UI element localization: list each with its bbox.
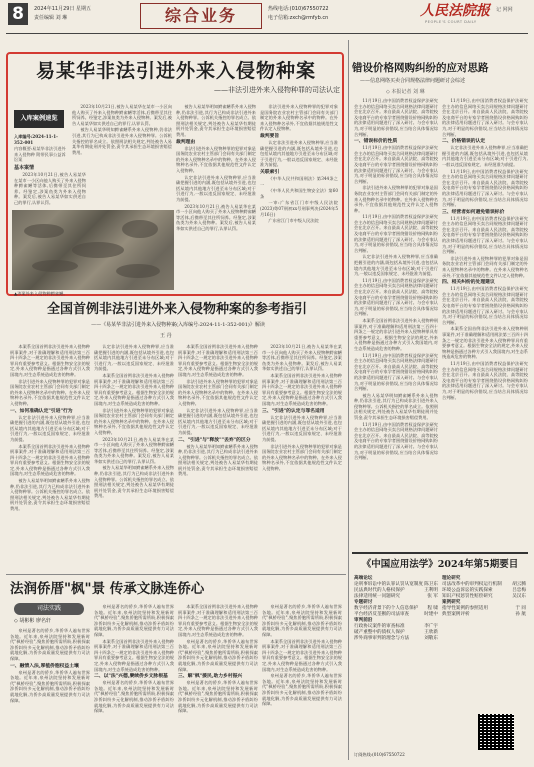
mid-paragraph: 非法引进外来入侵物种罪的犯罪对象是国务院农业农村主管部门会同有关部门制定的外来入侵物种名录中的物种。在外来入侵物种名录外,不宜依据其他规范性文件认定入侵物种。 <box>94 407 174 435</box>
right-section-heading: 三、经营者如何避免错误标价 <box>442 208 505 215</box>
case-label-badge <box>14 110 64 128</box>
photo-shape <box>24 224 64 238</box>
mid-paragraph: 非法引进外来入侵物种罪的犯罪对象是国务院农业农村主管部门会同有关部门制定的外来入侵物种名录中的物种。在外来入侵物种名录外,不宜依据其他规范性文件认定入侵物种。 <box>262 443 342 471</box>
toc-item-title: 平台经济反垄断的司法审查 <box>354 612 410 617</box>
toc-item-title: 行政协议案件的审查标准 <box>354 624 405 629</box>
lead-paragraph: 认定非法引进外来入侵物种罪,应当准确把握引进的内涵,既包括从境外引进,也包括从境内其他地方引进至未分布区域;对于引进行为,一般以违反国家规定、未经批准为前提。 <box>176 174 256 202</box>
toc-item-author: 程 啸 <box>427 606 438 611</box>
right-paragraph: 11月19日,由中国消费者权益保护法研究会主办的信息网络买卖合同规格法律问题研讨会在北京召开。来自最高人民法院、高等院校及电商平台的专家学者围绕错设价格网购纠纷的法律适用问题进行了深入研讨。与会专家认为,对于明显的标价错误,应当结合具体情况综合判断。 <box>354 98 438 137</box>
toc-box <box>352 552 528 764</box>
mid-paragraph: 本案系全国首例非法引进外来入侵物种刑事案件,对于准确理解和适用刑法第三百四十四条之一规定的非法引进外来入侵物种罪具有重要参考意义。根据生物安全法的规定,外来入侵物种是指通过各种方式引入我国境内,对生态系统造成危害的物种。 <box>10 344 90 377</box>
bottom-article-byline: ◇ 胡彬彬 廖名轩 <box>14 618 52 624</box>
toc-item-author: 吕忠梅 <box>512 588 526 593</box>
toc-item-title: 法律适用统一问题研究 <box>354 594 400 599</box>
right-paragraph: 本案系全国首例非法引进外来入侵物种刑事案件,对于准确理解和适用刑法第三百四十四条之一规定的非法引进外来入侵物种罪具有重要参考意义。根据生物安全法的规定,外来入侵物种是指通过各种方式引入我国境内,对生态系统造成危害的物种。 <box>354 317 438 351</box>
mid-paragraph: 被告人易某华明知鳄雀鳝系外来入侵物种,仍非法引进,其行为已构成非法引进外来入侵物种罪。公诉机关指控的罪名成立。依照刑法相关规定,判处被告人易某华有期徒刑并处罚金,责令其承担生态环境损害赔偿费用。 <box>10 478 90 512</box>
right-paragraph: 11月19日,由中国消费者权益保护法研究会主办的信息网络买卖合同规格法律问题研讨会在北京召开。来自最高人民法院、高等院校及电商平台的专家学者围绕错设价格网购纠纷的法律适用问题进行了深入研讨。与会专家认为,对于明显的标价错误,应当结合具体情况综合判断。 <box>354 421 438 461</box>
mid-section-heading: 二、"引进"与"释放""丢弃"的区分 <box>178 436 251 443</box>
bottom-section-heading: 二、以"法"兴德,赓续侨乡文脉根基 <box>94 673 168 680</box>
lead-paragraph: 2023年10月21日,被告人易某华在某市一小区向他人购买了外来入侵物种鳄雀鳝等活体,后携带至其住所饲养。经鉴定,涉案鱼类为外来入侵物种。案发后,被告人易某华如实供述自己的罪行,认罪认罚。 <box>176 203 256 231</box>
bottom-paragraph: 泉州是著名的侨乡,华侨华人遍布世界各地。近年来,泉州法院坚持和发展新时代"枫桥经验",聚焦侨胞所需所盼,积极探索涉侨纠纷多元化解机制,推动涉侨矛盾纠纷就地化解,为侨乡高质量发展提供有力司法保障。 <box>178 680 258 714</box>
section-title: 综合业务 <box>140 3 262 29</box>
right-article-title: 错设价格网购纠纷的应对思路 <box>352 62 489 74</box>
bottom-paragraph: 泉州是著名的侨乡,华侨华人遍布世界各地。近年来,泉州法院坚持和发展新时代"枫桥经验",聚焦侨胞所需所盼,积极探索涉侨纠纷多元化解机制,推动涉侨矛盾纠纷就地化解,为侨乡高质量发展提供有力司法保障。 <box>10 669 90 703</box>
hotline: 热线电话:(010)67550722 <box>268 6 329 12</box>
mid-paragraph: 被告人易某华明知鳄雀鳝系外来入侵物种,仍非法引进,其行为已构成非法引进外来入侵物种罪。公诉机关指控的罪名成立。依照刑法相关规定,判处被告人易某华有期徒刑并处罚金,责令其承担生态环境损害赔偿费用。 <box>178 443 258 477</box>
toc-left-list <box>354 576 438 642</box>
page-number: 8 <box>8 3 28 25</box>
reference-item: 一审:广东省江门市中级人民法院(2023)粤07刑初xx号刑事判决(2024年5月16日) <box>260 200 338 217</box>
right-paragraph: 11月19日,由中国消费者权益保护法研究会主办的信息网络买卖合同规格法律问题研讨会在北京召开。来自最高人民法院、高等院校及电商平台的专家学者围绕错设价格网购纠纷的法律适用问题进行了深入研讨。与会专家认为,对于明显的标价错误,应当结合具体情况综合判断。 <box>442 360 528 400</box>
bottom-section-heading: 三、解"枫"援民,助力乡村振兴 <box>178 673 243 680</box>
lead-paragraph: 认定非法引进外来入侵物种罪,应当准确把握引进的内涵,既包括从境外引进,也包括从境内其他地方引进至未分布区域;对于引进行为,一般以违反国家规定、未经批准为前提。 <box>260 139 338 168</box>
bottom-paragraph: 泉州是著名的侨乡,华侨华人遍布世界各地。近年来,泉州法院坚持和发展新时代"枫桥经验",聚焦侨胞所需所盼,积极探索涉侨纠纷多元化解机制,推动涉侨矛盾纠纷就地化解,为侨乡高质量发展提供有力司法保障。 <box>262 604 342 637</box>
toc-item-author: 张 军 <box>427 594 438 599</box>
mid-paragraph: 本案系全国首例非法引进外来入侵物种刑事案件,对于准确理解和适用刑法第三百四十四条之一规定的非法引进外来入侵物种罪具有重要参考意义。根据生物安全法的规定,外来入侵物种是指通过各种方式引入我国境内,对生态系统造成危害的物种。 <box>94 372 174 406</box>
photo-shape <box>72 242 124 258</box>
toc-item-author: 李广宇 <box>424 624 438 629</box>
lead-paragraph: 2023年10月21日,被告人易某华在某市一小区向他人购买了外来入侵物种鳄雀鳝等活体,后携带至其住所饲养。经鉴定,涉案鱼类为外来入侵物种。案发后,被告人易某华如实供述自己的罪行,认罪认罚。 <box>14 172 86 205</box>
ruling-heading: 裁判理由 <box>176 138 196 145</box>
toc-item-title: 审判前沿 <box>354 618 373 623</box>
masthead-logo: 人民法院报 <box>420 3 490 19</box>
toc-item-title: 知识产权惩罚性赔偿研究 <box>442 594 493 599</box>
toc-item-title: 高端论坛 <box>354 576 373 581</box>
email: 电子信箱:zxch@rmfyb.cn <box>268 15 329 21</box>
lead-paragraph: 被告人易某华明知鳄雀鳝系外来入侵物种,仍非法引进,其行为已构成非法引进外来入侵物种罪。公诉机关指控的罪名成立。依照刑法相关规定,判处被告人易某华有期徒刑并处罚金,责令其承担生态环境损害赔偿费用。 <box>72 127 172 155</box>
right-paragraph: 11月19日,由中国消费者权益保护法研究会主办的信息网络买卖合同规格法律问题研讨会在北京召开。来自最高人民法院、高等院校及电商平台的专家学者围绕错设价格网购纠纷的法律适用问题进行了深入研讨。与会专家认为,对于明显的标价错误,应当结合具体情况综合判断。 <box>442 98 528 137</box>
mid-paragraph: 认定非法引进外来入侵物种罪,应当准确把握引进的内涵,既包括从境外引进,也包括从境内其他地方引进至未分布区域;对于引进行为,一般以违反国家规定、未经批准为前提。 <box>262 414 342 442</box>
bottom-article-title: 法润侨厝"枫"景 传承文脉连侨心 <box>10 581 205 597</box>
right-paragraph: 11月19日,由中国消费者权益保护法研究会主办的信息网络买卖合同规格法律问题研讨会在北京召开。来自最高人民法院、高等院校及电商平台的专家学者围绕错设价格网购纠纷的法律适用问题进行了深入研讨。与会专家认为,对于明显的标价错误,应当结合具体情况综合判断。 <box>442 215 528 255</box>
reference-item: 《中华人民共和国生物安全法》第60条 <box>260 188 338 199</box>
right-section-heading: 二、价格错误的认定 <box>442 138 486 145</box>
masthead-side: 记 网网 <box>496 7 513 13</box>
bottom-paragraph: 泉州是著名的侨乡,华侨华人遍布世界各地。近年来,泉州法院坚持和发展新时代"枫桥经验",聚焦侨胞所需所盼,积极探索涉侨纠纷多元化解机制,推动涉侨矛盾纠纷就地化解,为侨乡高质量发展提供有力司法保障。 <box>10 628 90 661</box>
toc-item-title: 论刑事诉讼中的认罪认罚从宽制度 <box>354 582 423 587</box>
mid-paragraph: 本案系全国首例非法引进外来入侵物种刑事案件,对于准确理解和适用刑法第三百四十四条之一规定的非法引进外来入侵物种罪具有重要参考意义。根据生物安全法的规定,外来入侵物种是指通过各种方式引入我国境内,对生态系统造成危害的物种。 <box>262 372 342 406</box>
masthead-en: PEOPLE'S COURT DAILY <box>425 20 477 24</box>
toc-item-title: 破产重整中的债权人保护 <box>354 630 405 635</box>
mid-article-author: 王 丹 <box>160 333 172 339</box>
evidence-photo <box>12 210 174 290</box>
right-paragraph: 被告人易某华明知鳄雀鳝系外来入侵物种,仍非法引进,其行为已构成非法引进外来入侵物种罪。公诉机关指控的罪名成立。依照刑法相关规定,判处被告人易某华有期徒刑并处罚金,责令其承担生态环境损害赔偿费用。 <box>354 392 438 421</box>
mid-article-title: 全国首例非法引进外来入侵物种案的参考指引 <box>46 302 307 317</box>
lead-title: 易某华非法引进外来入侵物种案 <box>35 60 316 82</box>
reference-item: 广东省江门市中级人民法院 <box>268 218 319 224</box>
lead-paragraph: 非法引进外来入侵物种罪的犯罪对象是国务院农业农村主管部门会同有关部门制定的外来入侵物种名录中的物种。在外来入侵物种名录外,不宜依据其他规范性文件认定入侵物种。 <box>260 104 338 132</box>
reference-item: 《中华人民共和国刑法》第344条之一 <box>260 175 338 187</box>
right-paragraph: 11月19日,由中国消费者权益保护法研究会主办的信息网络买卖合同规格法律问题研讨会在北京召开。来自最高人民法院、高等院校及电商平台的专家学者围绕错设价格网购纠纷的法律适用问题进行了深入研讨。与会专家认为,对于明显的标价错误,应当结合具体情况综合判断。 <box>442 286 528 325</box>
toc-item-author: 吴汉东 <box>512 594 526 599</box>
toc-right-list <box>442 576 526 618</box>
bottom-paragraph: 泉州是著名的侨乡,华侨华人遍布世界各地。近年来,泉州法院坚持和发展新时代"枫桥经验",聚焦侨胞所需所盼,积极探索涉侨纠纷多元化解机制,推动涉侨矛盾纠纷就地化解,为侨乡高质量发展提供有力司法保障。 <box>262 673 342 707</box>
bottom-paragraph: 泉州是著名的侨乡,华侨华人遍布世界各地。近年来,泉州法院坚持和发展新时代"枫桥经验",聚焦侨胞所需所盼,积极探索涉侨纠纷多元化解机制,推动涉侨矛盾纠纷就地化解,为侨乡高质量发展提供有力司法保障。 <box>178 638 258 672</box>
mid-column-2 <box>94 344 174 572</box>
right-paragraph: 非法引进外来入侵物种罪的犯罪对象是国务院农业农村主管部门会同有关部门制定的外来入侵物种名录中的物种。在外来入侵物种名录外,不宜依据其他规范性文件认定入侵物种。 <box>354 185 438 213</box>
right-paragraph: 认定非法引进外来入侵物种罪,应当准确把握引进的内涵,既包括从境外引进,也包括从境内其他地方引进至未分布区域;对于引进行为,一般以违反国家规定、未经批准为前提。 <box>354 254 438 277</box>
toc-item-author: 于 同 <box>515 606 526 611</box>
toc-item-title: 数字经济背景下的个人信息保护 <box>354 606 419 611</box>
column-label-badge <box>14 603 84 615</box>
lead-column-2 <box>72 104 172 208</box>
toc-item-title: 涉外商事审判的理念与方法 <box>354 636 410 641</box>
toc-item-author: 时建中 <box>424 612 438 617</box>
case-summary: 内容概要:易某华非法引进外来入侵物种 附带民事公益诉讼案 <box>14 146 66 163</box>
toc-item-author: 刘敬东 <box>424 636 438 641</box>
lead-column-3 <box>176 104 256 292</box>
right-column-2 <box>442 98 528 550</box>
photo-caption: ▲涉案外来入侵物种鳄雀鳝。 <box>14 291 68 296</box>
section-divider <box>6 574 346 575</box>
references-heading: 关联索引 <box>260 168 280 175</box>
right-column-divider <box>348 40 349 760</box>
toc-item-title: 理论研究 <box>442 576 461 581</box>
bottom-paragraph: 本案系全国首例非法引进外来入侵物种刑事案件,对于准确理解和适用刑法第三百四十四条之一规定的非法引进外来入侵物种罪具有重要参考意义。根据生物安全法的规定,外来入侵物种是指通过各种方式引入我国境内,对生态系统造成危害的物种。 <box>262 638 342 672</box>
case-number: 入库编号:2024-11-1-352-001 <box>14 134 58 145</box>
toc-item-author: 王欣新 <box>424 630 438 635</box>
section-editor: 责任编辑 刘 琳 <box>34 15 68 21</box>
mid-paragraph: 2023年10月21日,被告人易某华在某市一小区向他人购买了外来入侵物种鳄雀鳝等活体,后携带至其住所饲养。经鉴定,涉案鱼类为外来入侵物种。案发后,被告人易某华如实供述自己的罪行,认罪认罚。 <box>94 436 174 464</box>
toc-item-author: 孙 航 <box>515 612 526 617</box>
header-divider <box>6 33 528 34</box>
bottom-column-3 <box>178 604 258 762</box>
mid-paragraph: 被告人易某华明知鳄雀鳝系外来入侵物种,仍非法引进,其行为已构成非法引进外来入侵物种罪。公诉机关指控的罪名成立。依照刑法相关规定,判处被告人易某华有期徒刑并处罚金,责令其承担生态环境损害赔偿费用。 <box>94 465 174 499</box>
right-paragraph: 11月19日,由中国消费者权益保护法研究会主办的信息网络买卖合同规格法律问题研讨会在北京召开。来自最高人民法院、高等院校及电商平台的专家学者围绕错设价格网购纠纷的法律适用问题进行了深入研讨。与会专家认为,对于明显的标价错误,应当结合具体情况综合判断。 <box>354 277 438 317</box>
right-paragraph: 本案系全国首例非法引进外来入侵物种刑事案件,对于准确理解和适用刑法第三百四十四条之一规定的非法引进外来入侵物种罪具有重要参考意义。根据生物安全法的规定,外来入侵物种是指通过各种方式引入我国境内,对生态系统造成危害的物种。 <box>442 326 528 360</box>
page-header <box>0 0 534 36</box>
toc-item <box>354 636 438 642</box>
mid-paragraph: 认定非法引进外来入侵物种罪,应当准确把握引进的内涵,既包括从境外引进,也包括从境内其他地方引进至未分布区域;对于引进行为,一般以违反国家规定、未经批准为前提。 <box>10 414 90 442</box>
lead-paragraph: 2023年10月21日,被告人易某华在某市一小区向他人购买了外来入侵物种鳄雀鳝等活体,后携带至其住所饲养。经鉴定,涉案鱼类为外来入侵物种。案发后,被告人易某华如实供述自己的罪行,认罪认罚。 <box>72 104 172 126</box>
mid-column-3 <box>178 344 258 572</box>
lead-column-4 <box>260 104 338 292</box>
mid-paragraph: 非法引进外来入侵物种罪的犯罪对象是国务院农业农村主管部门会同有关部门制定的外来入侵物种名录中的物种。在外来入侵物种名录外,不宜依据其他规范性文件认定入侵物种。 <box>10 378 90 406</box>
mid-paragraph: 认定非法引进外来入侵物种罪,应当准确把握引进的内涵,既包括从境外引进,也包括从境内其他地方引进至未分布区域;对于引进行为,一般以违反国家规定、未经批准为前提。 <box>94 344 174 372</box>
toc-footer: 订阅热线:(010)67550722 <box>354 752 405 757</box>
right-article-subtitle: ——信息网络买卖合同规格法律问题研讨会综述 <box>360 78 466 84</box>
mid-paragraph: 本案系全国首例非法引进外来入侵物种刑事案件,对于准确理解和适用刑法第三百四十四条之一规定的非法引进外来入侵物种罪具有重要参考意义。根据生物安全法的规定,外来入侵物种是指通过各种方式引入我国境内,对生态系统造成危害的物种。 <box>178 344 258 377</box>
mid-article-subtitle: ——《易某华非法引进外来入侵物种案(入库编号:2024-11-1-352-001)》解读 <box>91 322 265 328</box>
case-label-text: 入库案例速览 <box>20 115 58 122</box>
qr-code-icon <box>478 714 514 750</box>
right-section-heading: 一、错误标价的性质 <box>354 138 398 145</box>
right-paragraph: 11月19日,由中国消费者权益保护法研究会主办的信息网络买卖合同规格法律问题研讨会在北京召开。来自最高人民法院、高等院校及电商平台的专家学者围绕错设价格网购纠纷的法律适用问题进行了深入研讨。与会专家认为,对于明显的标价错误,应当结合具体情况综合判断。 <box>354 145 438 184</box>
photo-shape <box>122 220 158 238</box>
photo-shape <box>32 260 78 272</box>
right-article-byline: ◇ 本报记者 刘 琳 <box>386 89 425 95</box>
bottom-column-4 <box>262 604 342 762</box>
right-section-heading: 四、相关纠纷的处理建议 <box>442 279 495 286</box>
toc-item-title: 指导性案例的参照适用 <box>442 606 488 611</box>
bottom-section-heading: 一、融情入法,厚植侨胞权益土壤 <box>10 662 79 669</box>
right-paragraph: 11月19日,由中国消费者权益保护法研究会主办的信息网络买卖合同规格法律问题研讨会在北京召开。来自最高人民法院、高等院校及电商平台的专家学者围绕错设价格网购纠纷的法律适用问题进行了深入研讨。与会专家认为,对于明显的标价错误,应当结合具体情况综合判断。 <box>354 214 438 253</box>
mid-column-4 <box>262 344 342 572</box>
toc-item-title: 民法典时代的人格权保护 <box>354 588 405 593</box>
mid-paragraph: 2023年10月21日,被告人易某华在某市一小区向他人购买了外来入侵物种鳄雀鳝等活体,后携带至其住所饲养。经鉴定,涉案鱼类为外来入侵物种。案发后,被告人易某华如实供述自己的罪行,认罪认罚。 <box>262 344 342 372</box>
bottom-column-1 <box>10 628 90 762</box>
toc-item-author: 陈卫东 <box>424 582 438 587</box>
bottom-paragraph: 泉州是著名的侨乡,华侨华人遍布世界各地。近年来,泉州法院坚持和发展新时代"枫桥经验",聚焦侨胞所需所盼,积极探索涉侨纠纷多元化解机制,推动涉侨矛盾纠纷就地化解,为侨乡高质量发展提供有力司法保障。 <box>94 604 174 637</box>
toc-item-title: 典型案例评析 <box>442 612 470 617</box>
toc-item-title: 案例研究 <box>442 600 461 605</box>
mid-paragraph: 认定非法引进外来入侵物种罪,应当准确把握引进的内涵,既包括从境外引进,也包括从境内其他地方引进至未分布区域;对于引进行为,一般以违反国家规定、未经批准为前提。 <box>178 407 258 435</box>
right-paragraph: 11月19日,由中国消费者权益保护法研究会主办的信息网络买卖合同规格法律问题研讨会在北京召开。来自最高人民法院、高等院校及电商平台的专家学者围绕错设价格网购纠纷的法律适用问题进行了深入研讨。与会专家认为,对于明显的标价错误,应当结合具体情况综合判断。 <box>442 168 528 208</box>
right-paragraph: 11月19日,由中国消费者权益保护法研究会主办的信息网络买卖合同规格法律问题研讨会在北京召开。来自最高人民法院、高等院校及电商平台的专家学者围绕错设价格网购纠纷的法律适用问题进行了深入研讨。与会专家认为,对于明显的标价错误,应当结合具体情况综合判断。 <box>354 352 438 392</box>
toc-item-author: 王利明 <box>424 588 438 593</box>
toc-item <box>442 612 526 618</box>
right-paragraph: 认定非法引进外来入侵物种罪,应当准确把握引进的内涵,既包括从境外引进,也包括从境内其他地方引进至未分布区域;对于引进行为,一般以违反国家规定、未经批准为前提。 <box>442 145 528 167</box>
toc-title: 《中国应用法学》2024年第5期要目 <box>361 559 519 570</box>
photo-shape <box>116 264 160 278</box>
bottom-paragraph: 本案系全国首例非法引进外来入侵物种刑事案件,对于准确理解和适用刑法第三百四十四条之一规定的非法引进外来入侵物种罪具有重要参考意义。根据生物安全法的规定,外来入侵物种是指通过各种方式引入我国境内,对生态系统造成危害的物种。 <box>94 638 174 672</box>
toc-item-title: 环境公益诉讼的实践探索 <box>442 588 493 593</box>
right-column-1 <box>354 98 438 550</box>
lead-subtitle: ——非法引进外来入侵物种罪的司法认定 <box>214 86 340 94</box>
mid-paragraph: 本案系全国首例非法引进外来入侵物种刑事案件,对于准确理解和适用刑法第三百四十四条之一规定的非法引进外来入侵物种罪具有重要参考意义。根据生物安全法的规定,外来入侵物种是指通过各种方式引入我国境内,对生态系统造成危害的物种。 <box>10 443 90 477</box>
column-label-text: 司法实践 <box>36 605 61 612</box>
lead-paragraph: 被告人易某华明知鳄雀鳝系外来入侵物种,仍非法引进,其行为已构成非法引进外来入侵物种罪。公诉机关指控的罪名成立。依照刑法相关规定,判处被告人易某华有期徒刑并处罚金,责令其承担生态环境损害赔偿费用。 <box>176 104 256 137</box>
basic-facts-heading: 基本案情 <box>14 165 35 171</box>
toc-item-author: 胡云腾 <box>512 582 526 587</box>
lead-paragraph: 非法引进外来入侵物种罪的犯罪对象是国务院农业农村主管部门会同有关部门制定的外来入侵物种名录中的物种。在外来入侵物种名录外,不宜依据其他规范性文件认定入侵物种。 <box>176 145 256 173</box>
mid-paragraph: 非法引进外来入侵物种罪的犯罪对象是国务院农业农村主管部门会同有关部门制定的外来入侵物种名录中的物种。在外来入侵物种名录外,不宜依据其他规范性文件认定入侵物种。 <box>178 378 258 406</box>
issue-date: 2024年11月29日 星期五 <box>34 6 92 12</box>
mid-section-heading: 三、"引进"的认定与罪名适用 <box>262 407 325 414</box>
right-paragraph: 非法引进外来入侵物种罪的犯罪对象是国务院农业农村主管部门会同有关部门制定的外来入侵物种名录中的物种。在外来入侵物种名录外,不宜依据其他规范性文件认定入侵物种。 <box>442 255 528 278</box>
key-points-heading: 裁判要旨 <box>260 132 280 139</box>
bottom-paragraph: 泉州是著名的侨乡,华侨华人遍布世界各地。近年来,泉州法院坚持和发展新时代"枫桥经验",聚焦侨胞所需所盼,积极探索涉侨纠纷多元化解机制,推动涉侨矛盾纠纷就地化解,为侨乡高质量发展提供有力司法保障。 <box>94 680 174 714</box>
mid-column-1 <box>10 344 90 572</box>
bottom-column-2 <box>94 604 174 762</box>
toc-item-title: 司法改革中的审判权运行机制 <box>442 582 502 587</box>
bottom-paragraph: 本案系全国首例非法引进外来入侵物种刑事案件,对于准确理解和适用刑法第三百四十四条之一规定的非法引进外来入侵物种罪具有重要参考意义。根据生物安全法的规定,外来入侵物种是指通过各种方式引入我国境内,对生态系统造成危害的物种。 <box>178 604 258 637</box>
toc-item-title: 专题研讨 <box>354 600 373 605</box>
mid-section-heading: 一、如何准确认定"引进"行为 <box>10 407 73 414</box>
